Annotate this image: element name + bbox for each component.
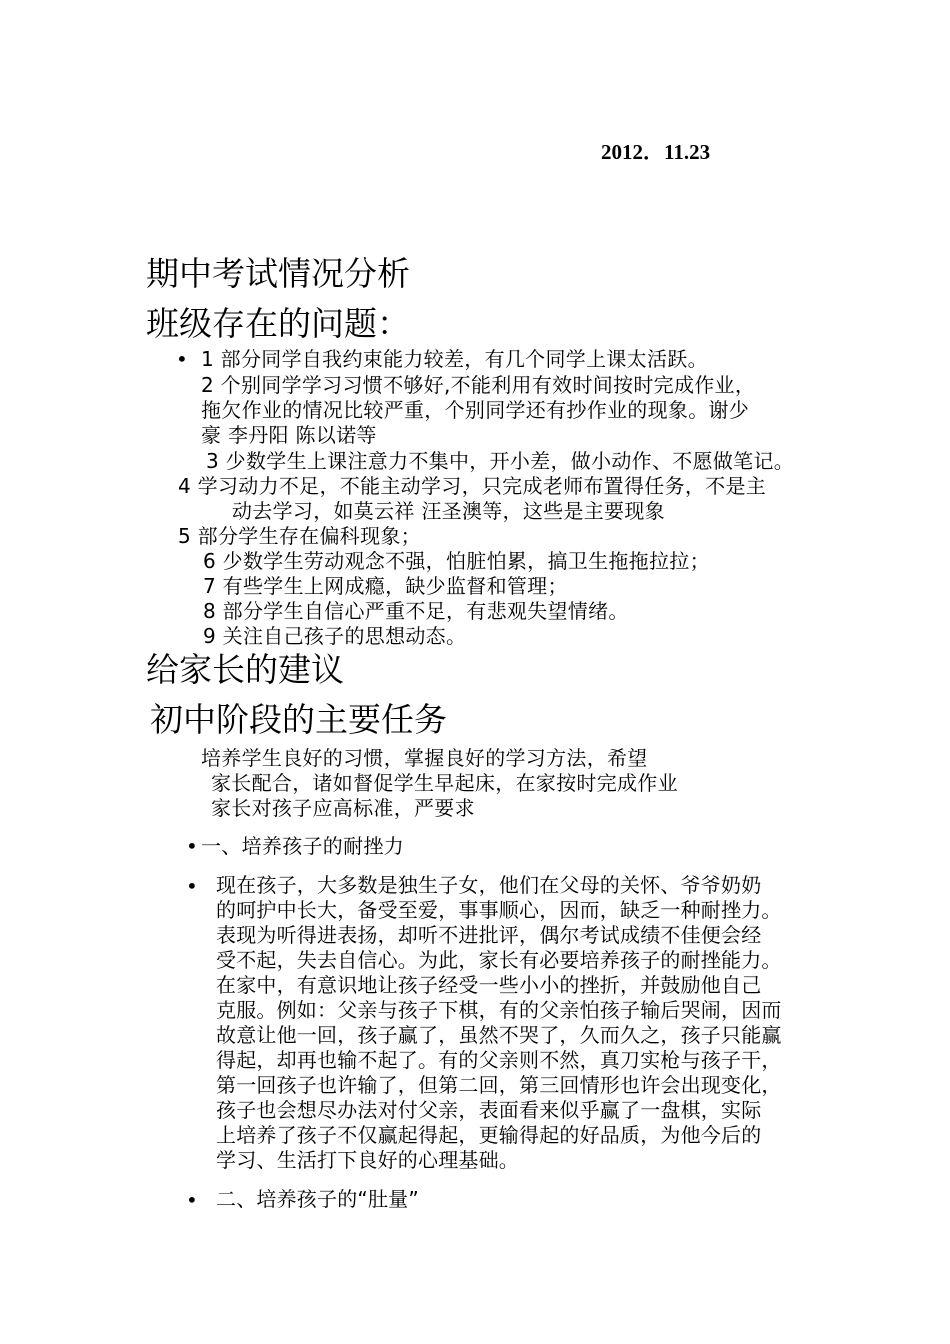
problem-item-4-line2: 动去学习，如莫云祥 汪圣澳等，这些是主要现象 (232, 499, 665, 523)
task-line-3: 家长对孩子应高标准，严要求 (211, 796, 475, 820)
problem-item-3: 3 少数学生上课注意力不集中，开小差，做小动作、不愿做笔记。 (206, 449, 795, 473)
section-1-line: 得起，却再也输不起了。有的父亲则不然，真刀实枪与孩子干， (216, 1048, 782, 1072)
section-1-line: 的呵护中长大，备受至爱，事事顺心，因而，缺乏一种耐挫力。 (216, 898, 782, 922)
section-1-line: 在家中，有意识地让孩子经受一些小小的挫折，并鼓励他自己 (216, 973, 762, 997)
heading-exam-analysis: 期中考试情况分析 (146, 254, 410, 293)
document-date: 2012．11.23 (601, 140, 711, 164)
heading-parent-advice: 给家长的建议 (146, 650, 344, 689)
section-1-line: 克服。例如：父亲与孩子下棋，有的父亲怕孩子输后哭闹，因而 (216, 998, 782, 1022)
problem-item-6: 6 少数学生劳动观念不强，怕脏怕累，搞卫生拖拖拉拉； (203, 549, 710, 573)
problem-item-8: 8 部分学生自信心严重不足，有悲观失望情绪。 (203, 599, 629, 623)
problem-item-2-line2: 拖欠作业的情况比较严重，个别同学还有抄作业的现象。谢少 (201, 398, 750, 422)
problem-item-2-line1: 2 个别同学学习习惯不够好,不能利用有效时间按时完成作业， (201, 373, 756, 397)
problem-item-2-line3: 豪 李丹阳 陈以诺等 (201, 423, 377, 447)
heading-main-tasks: 初中阶段的主要任务 (150, 700, 447, 739)
bullet-icon: • (186, 1188, 198, 1212)
task-line-2: 家长配合，诸如督促学生早起床，在家按时完成作业 (211, 771, 678, 795)
section-1-title: 一、培养孩子的耐挫力 (201, 834, 404, 858)
task-line-1: 培养学生良好的习惯，掌握良好的学习方法，希望 (201, 746, 648, 770)
section-1-line: 现在孩子，大多数是独生子女，他们在父母的关怀、爷爷奶奶 (216, 873, 762, 897)
bullet-icon: • (186, 834, 198, 858)
section-1-line: 受不起，失去自信心。为此，家长有必要培养孩子的耐挫能力。 (216, 948, 782, 972)
section-1-line: 学习、生活打下良好的心理基础。 (216, 1148, 519, 1172)
section-1-line: 孩子也会想尽办法对付父亲，表面看来似乎赢了一盘棋，实际 (216, 1098, 762, 1122)
section-1-line: 故意让他一回，孩子赢了，虽然不哭了，久而久之，孩子只能赢 (216, 1023, 782, 1047)
section-1-line: 上培养了孩子不仅赢起得起，更输得起的好品质，为他今后的 (216, 1123, 762, 1147)
heading-class-problems: 班级存在的问题： (146, 304, 410, 343)
section-2-title: 二、培养孩子的“肚量” (216, 1187, 419, 1211)
problem-item-4-line1: 4 学习动力不足，不能主动学习，只完成老师布置得任务，不是主 (178, 474, 767, 498)
section-1-line: 表现为听得进表扬，却听不进批评，偶尔考试成绩不佳便会经 (216, 923, 762, 947)
bullet-icon: • (186, 874, 198, 898)
section-1-line: 第一回孩子也许输了，但第二回，第三回情形也许会出现变化， (216, 1073, 782, 1097)
problem-item-1: 1 部分同学自我约束能力较差，有几个同学上课太活跃。 (201, 347, 708, 371)
problem-item-5: 5 部分学生存在偏科现象； (178, 524, 421, 548)
problem-item-9: 9 关注自己孩子的思想动态。 (203, 624, 467, 648)
problem-item-7: 7 有些学生上网成瘾，缺少监督和管理； (203, 574, 568, 598)
bullet-icon: • (176, 347, 188, 371)
